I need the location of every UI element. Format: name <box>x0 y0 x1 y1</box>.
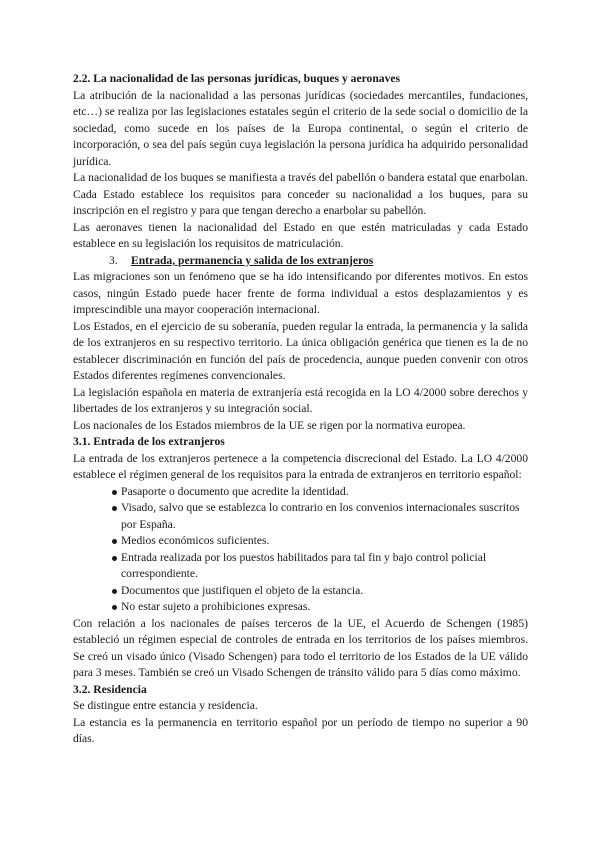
paragraph: Las aeronaves tienen la nacionalidad del Estado en que estén matriculadas y cada Estado establece en su legislación los requisitos de matriculación. <box>73 220 528 250</box>
list-item: Documentos que justifiquen el objeto de la estancia. <box>73 583 528 600</box>
paragraph: La legislación española en materia de extranjería está recogida en la LO 4/2000 sobre derechos y libertades de los extranjeros y su integración social. <box>73 385 528 415</box>
document-body <box>73 71 528 748</box>
list-item: Visado, salvo que se establezca lo contrario en los convenios internacionales suscritos por España. <box>73 500 528 533</box>
section-heading-3-1: 3.1. Entrada de los extranjeros <box>73 435 225 448</box>
list-item: Medios económicos suficientes. <box>73 533 528 550</box>
paragraph: Los Estados, en el ejercicio de su soberanía, pueden regular la entrada, la permanencia y la salida de los extranjeros en su respectivo territorio. La única obligación genérica que tienen es la de no establecer discriminación en función del país de procedencia, aunque pueden convenir con otros Estados diferentes regímenes convencionales. <box>73 319 528 382</box>
paragraph: La nacionalidad de los buques se manifiesta a través del pabellón o bandera estatal que enarbolan. Cada Estado establece los requisitos para conceder su nacionalidad a los buques, para su inscripción en el registro y para que tengan derecho a enarbolar su pabellón. <box>73 171 528 217</box>
paragraph: Las migraciones son un fenómeno que se ha ido intensificando por diferentes motivos. En estos casos, ningún Estado puede hacer frente de forma individual a estos desplazamientos y es imprescindible una mayor cooperación internacional. <box>73 270 528 316</box>
requirements-list <box>73 484 528 616</box>
list-item: No estar sujeto a prohibiciones expresas. <box>73 599 528 616</box>
paragraph: La entrada de los extranjeros pertenece a la competencia discrecional del Estado. La LO 4/2000 establece el régimen general de los requisitos para la entrada de extranjeros en territorio español: <box>73 451 528 481</box>
list-item: Entrada realizada por los puestos habilitados para tal fin y bajo control policial correspondiente. <box>73 550 528 583</box>
section-heading-2-2: 2.2. La nacionalidad de las personas jurídicas, buques y aeronaves <box>73 72 401 85</box>
paragraph: La estancia es la permanencia en territorio español por un período de tiempo no superior a 90 días. <box>73 715 528 745</box>
section-title: Entrada, permanencia y salida de los extranjeros <box>131 253 374 267</box>
section-heading-3-2: 3.2. Residencia <box>73 682 147 696</box>
paragraph: Los nacionales de los Estados miembros de la UE se rigen por la normativa europea. <box>73 418 466 432</box>
list-item: Pasaporte o documento que acredite la identidad. <box>73 484 528 501</box>
section-number: 3. <box>109 253 118 267</box>
section-heading-3 <box>73 253 528 270</box>
paragraph: La atribución de la nacionalidad a las personas jurídicas (sociedades mercantiles, fundaciones, etc…) se realiza por las legislaciones estatales según el criterio de la sede social o domicilio de la sociedad, como sucede en los países de la Europa continental, o según el criterio de incorporación, o sea del país según cuya legislación la persona jurídica ha adquirido personalidad jurídica. <box>73 88 528 168</box>
paragraph: Se distingue entre estancia y residencia. <box>73 699 258 712</box>
paragraph: Con relación a los nacionales de países terceros de la UE, el Acuerdo de Schengen (1985) estableció un régimen especial de controles de entrada en los territorios de los países miembros. Se creó un visado único (Visado Schengen) para todo el territorio de los Estados de la UE válido para 3 meses. También se creó un Visado Schengen de tránsito válido para 5 días como máximo. <box>73 616 528 679</box>
